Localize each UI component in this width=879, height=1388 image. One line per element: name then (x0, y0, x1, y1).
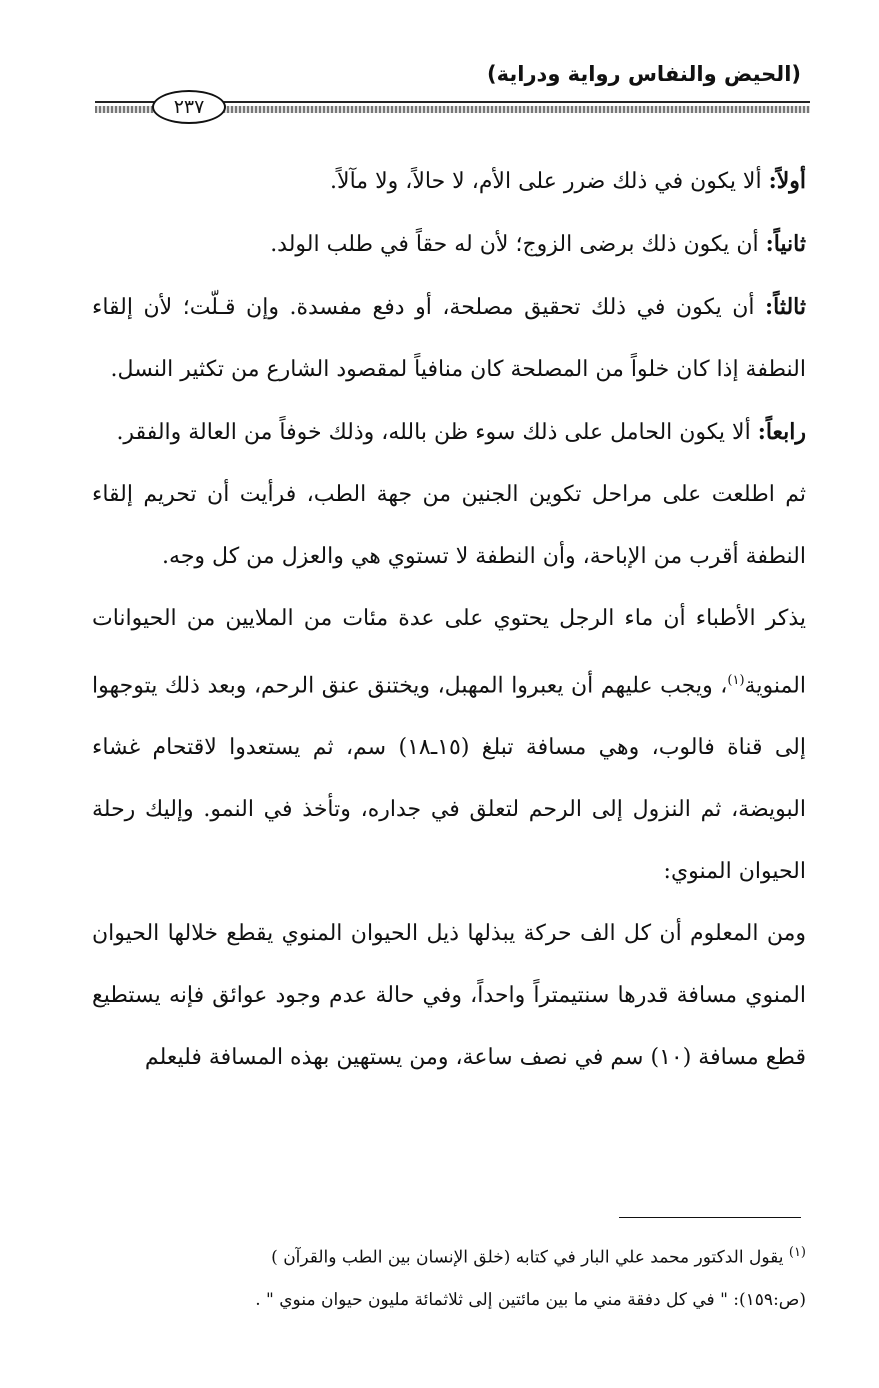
paragraph-3: ثالثاً: أن يكون في ذلك تحقيق مصلحة، أو دفع مفسدة. وإن قـلّت؛ لأن إلقاء النطفة إذا كان خلواً من المصلحة كان منافياً لمقصود الشارع من تكثير النسل. (92, 294, 807, 382)
paragraph-4: رابعاً: ألا يكون الحامل على ذلك سوء ظن بالله، وذلك خوفاً من العالة والفقر. (116, 419, 806, 445)
footnote-line-1: $^{(١)}$ يقول الدكتور محمد علي البار في كتابه (خلق الإنسان بين الطب والقرآن ) (271, 1245, 806, 1268)
footnote-reference[interactable]: (١) (727, 673, 745, 688)
page-number: ٢٣٧ (152, 90, 226, 124)
footnote-line-2: (ص:١٥٩): " في كل دفقة مني ما بين مائتين إلى ثلاثمائة مليون حيوان منوي " . (255, 1289, 806, 1310)
footnote (92, 1232, 806, 1321)
running-header-title: (الحيض والنفاس رواية ودراية) (487, 62, 801, 86)
paragraph-7: ومن المعلوم أن كل الف حركة يبذلها ذيل الحيوان المنوي يقطع خلالها الحيوان المنوي مسافة قدرها سنتيمتراً واحداً، وفي حالة عدم وجود عوائق فإنه يستطيع قطع مسافة (١٠) سم في نصف ساعة، ومن يستهين بهذه المسافة فليعلم (92, 921, 806, 1071)
paragraph-2: ثانياً: أن يكون ذلك برضى الزوج؛ لأن له حقاً في طلب الولد. (270, 231, 806, 257)
footnote-marker: (١) (788, 1245, 806, 1260)
paragraph-6: يذكر الأطباء أن ماء الرجل يحتوي على عدة مئات من الملايين من الحيوانات المنوية$^{(١)}$، ويجب عليهم أن يعبروا المهبل، ويختنق عنق الرحم، وبعد ذلك يتوجهوا إلى قناة فالوب، وهي مسافة تبلغ (١٥ـ١٨) سم، ثم يستعدوا لاقتحام غشاء البويضة، ثم النزول إلى الرحم لتعلق في جداره، وتأخذ في النمو. وإليك رحلة الحيوان المنوي: (92, 606, 806, 885)
paragraph-1: أولاً: ألا يكون في ذلك ضرر على الأم، لا حالاً، ولا مآلاً. (330, 168, 806, 194)
body-text (92, 150, 806, 1089)
footnote-separator (619, 1217, 801, 1218)
paragraph-5: ثم اطلعت على مراحل تكوين الجنين من جهة الطب، فرأيت أن تحريم إلقاء النطفة أقرب من الإباحة، وأن النطفة لا تستوي هي والعزل من كل وجه. (92, 482, 806, 569)
